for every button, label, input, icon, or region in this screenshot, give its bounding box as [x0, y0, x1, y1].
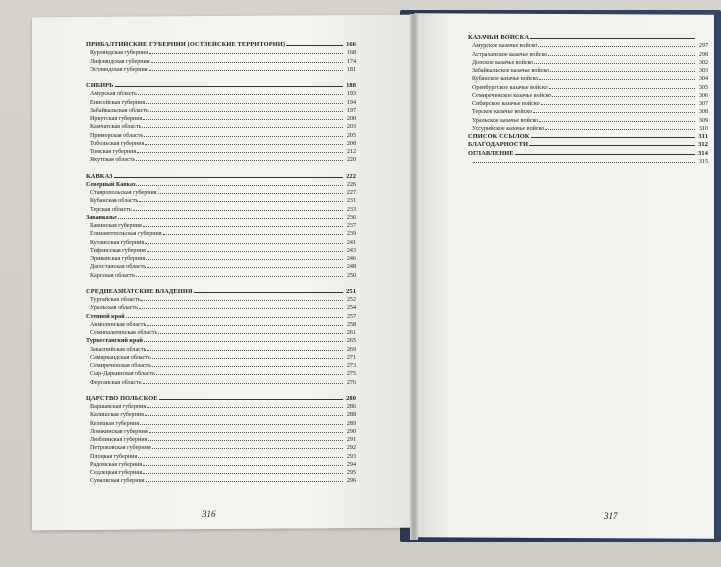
toc-page-number: 220 — [346, 157, 356, 164]
dot-leader — [194, 291, 343, 293]
toc-entry-label: Семиреченское казачье войско — [472, 92, 552, 99]
dot-leader — [141, 299, 343, 301]
toc-entry-row — [86, 263, 356, 271]
toc-entry-row — [86, 156, 356, 164]
dot-leader — [144, 135, 343, 137]
toc-page-number: 269 — [346, 346, 356, 353]
toc-entry-label: Семиреченская область — [90, 363, 152, 369]
dot-leader — [133, 209, 343, 211]
dot-leader — [145, 242, 343, 244]
toc-entry-label: Енисейская губерния — [90, 99, 146, 106]
toc-entry-row — [86, 444, 356, 452]
dot-leader — [529, 144, 695, 146]
toc-entry-label: Туркестанский край — [86, 338, 143, 345]
dot-leader — [151, 61, 343, 63]
dot-leader — [539, 120, 695, 122]
toc-entry-row — [86, 230, 356, 238]
toc-entry-row — [468, 100, 708, 108]
toc-entry-row — [86, 411, 356, 419]
toc-page-number: 292 — [346, 445, 356, 452]
dot-leader — [145, 143, 343, 145]
toc-entry-label: Северный Кавказ — [86, 181, 136, 188]
dot-leader — [144, 340, 343, 342]
group-spacer — [86, 280, 356, 288]
toc-page-number: 243 — [346, 247, 356, 254]
toc-entry-row — [468, 59, 708, 67]
toc-page-number: 295 — [346, 470, 356, 476]
toc-page-number: 296 — [346, 478, 356, 485]
dot-leader — [541, 103, 696, 105]
toc-entry-label: Камчатская область — [90, 124, 142, 131]
dot-leader — [149, 69, 343, 71]
toc-entry-row — [86, 436, 356, 444]
toc-entry-label: Якутская область — [90, 157, 136, 164]
toc-page-number: 194 — [346, 99, 356, 106]
toc-entry-label: Петроковская губерния — [90, 445, 151, 452]
group-spacer — [86, 165, 356, 173]
dot-leader — [150, 110, 343, 112]
dot-leader — [149, 431, 343, 433]
dot-leader — [118, 217, 343, 219]
book-gutter — [410, 14, 418, 540]
toc-entry-label: Ферганская область — [90, 379, 142, 386]
toc-page-number: 312 — [698, 141, 708, 149]
toc-section-row — [86, 288, 356, 296]
toc-page-number: 193 — [346, 91, 356, 98]
dot-leader — [147, 349, 343, 351]
toc-page-number: 237 — [346, 223, 356, 229]
toc-entry-label: Амурская область — [90, 91, 137, 98]
toc-entry-row — [468, 51, 708, 59]
toc-page-number: 197 — [346, 107, 356, 114]
toc-entry-row — [86, 222, 356, 230]
toc-page-number: 166 — [346, 41, 356, 48]
toc-entry-label: Кутаисская губерния — [90, 239, 145, 246]
toc-page-number: 280 — [346, 394, 356, 402]
toc-entry-row — [86, 370, 356, 378]
dot-leader — [142, 126, 343, 128]
toc-entry-label: КАВКАЗ — [86, 172, 113, 180]
dot-leader — [147, 266, 343, 268]
toc-page-number: 200 — [346, 116, 356, 122]
toc-entry-label: Дагестанская область — [90, 264, 147, 271]
toc-page-number: 233 — [346, 206, 356, 213]
dot-leader — [545, 128, 695, 130]
toc-entry-row — [86, 115, 356, 123]
toc-page-number: 265 — [346, 338, 356, 345]
dot-leader — [146, 480, 343, 482]
toc-entry-label: Тобольская губерния — [90, 140, 145, 147]
toc-page-number: 289 — [346, 420, 356, 427]
toc-entry-label: СИБИРЬ — [86, 82, 114, 89]
toc-entry-label: Уральское казачье войско — [472, 117, 539, 124]
toc-entry-row — [86, 346, 356, 354]
dot-leader — [147, 250, 343, 252]
toc-entry-row — [86, 477, 356, 485]
toc-entry-label: ОГЛАВЛЕНИЕ — [468, 149, 514, 157]
toc-entry-label: Уральская область — [90, 305, 138, 312]
toc-page-number: 286 — [346, 404, 356, 410]
toc-entry-label: СРЕДНЕАЗИАТСКИЕ ВЛАДЕНИЯ — [86, 287, 193, 295]
toc-entry-row — [468, 125, 708, 133]
toc-entry-label: Седлецкая губерния — [90, 470, 143, 476]
toc-page-number: 315 — [698, 158, 708, 165]
toc-page-number: 208 — [346, 140, 356, 147]
toc-entry-label: Радомская губерния — [90, 461, 143, 468]
toc-entry-label: Варшавская губерния — [90, 404, 147, 410]
toc-entry-row — [86, 123, 356, 131]
dot-leader — [533, 111, 695, 113]
toc-page-number: 294 — [346, 461, 356, 468]
toc-entry-row — [86, 296, 356, 304]
toc-entry-row — [86, 453, 356, 461]
toc-page-number: 205 — [346, 132, 356, 139]
dot-leader — [143, 118, 343, 120]
toc-page-number: 314 — [698, 149, 708, 157]
dot-leader — [136, 184, 343, 186]
dot-leader — [152, 365, 343, 367]
dot-leader — [158, 332, 343, 334]
dot-leader — [136, 159, 343, 161]
toc-page-number: 231 — [346, 198, 356, 205]
dot-leader — [549, 87, 695, 89]
toc-subsection-row — [86, 337, 356, 345]
toc-entry-label: Донское казачье войско — [472, 59, 534, 66]
toc-page-number: 251 — [346, 287, 356, 295]
toc-entry-label: ЦАРСТВО ПОЛЬСКОЕ — [86, 394, 158, 402]
toc-page-number: 310 — [698, 125, 708, 132]
dot-leader — [531, 136, 695, 138]
toc-entry-label: Степной край — [86, 313, 125, 320]
toc-page-number: 246 — [346, 256, 356, 262]
dot-leader — [139, 200, 343, 202]
toc-entry-row — [86, 189, 356, 197]
dot-leader — [152, 357, 343, 359]
dot-leader — [126, 316, 343, 318]
dot-leader — [143, 225, 343, 227]
toc-subsection-row — [86, 214, 356, 222]
toc-entry-row — [86, 469, 356, 477]
toc-entry-label: Терское казачье войско — [472, 109, 533, 116]
toc-entry-row — [86, 140, 356, 148]
toc-entry-label: Сибирское казачье войско — [472, 101, 540, 107]
dot-leader — [137, 151, 343, 153]
dot-leader — [139, 307, 343, 309]
toc-entry-label: Сувалкская губерния — [90, 478, 145, 485]
left-page-number: 316 — [202, 509, 216, 519]
toc-entry-row — [468, 67, 708, 75]
dot-leader — [515, 153, 695, 155]
toc-page-number: 303 — [698, 68, 708, 74]
dot-leader — [473, 161, 695, 163]
toc-entry-label: Сыр-Дарьинская область — [90, 371, 155, 378]
toc-entry-row — [86, 49, 356, 57]
toc-entry-label: Лифляндская губерния — [90, 58, 150, 65]
toc-entry-label: Акмолинская область — [90, 321, 147, 328]
dot-leader — [159, 398, 343, 400]
toc-entry-row — [86, 428, 356, 436]
dot-leader — [534, 62, 695, 64]
dot-leader — [552, 95, 695, 97]
toc-page-number: 290 — [346, 428, 356, 435]
right-page-number: 317 — [604, 511, 618, 521]
dot-leader — [152, 447, 343, 449]
dot-leader — [539, 78, 695, 80]
toc-entry-label: Приморская область — [90, 132, 144, 139]
toc-page-number: 309 — [698, 117, 708, 124]
toc-page-number: 181 — [346, 66, 356, 73]
dot-leader — [548, 54, 695, 56]
toc-page-number: 252 — [346, 297, 356, 303]
toc-page-number: 226 — [346, 181, 356, 188]
toc-page-number: 311 — [698, 133, 708, 140]
toc-page-number: 293 — [346, 453, 356, 460]
toc-entry-row — [86, 354, 356, 362]
toc-entry-row — [86, 66, 356, 74]
dot-leader — [550, 70, 695, 72]
toc-entry-label: Амурское казачье войско — [472, 43, 538, 50]
toc-entry-row — [468, 117, 708, 125]
toc-entry-row — [468, 75, 708, 83]
toc-entry-row — [468, 158, 708, 166]
toc-page-number: 257 — [346, 313, 356, 320]
toc-entry-label: Забайкальское казачье войско — [472, 68, 550, 74]
toc-page-number: 254 — [346, 305, 356, 312]
toc-entry-label: Тифлисская губерния — [90, 247, 146, 254]
toc-entry-row — [86, 321, 356, 329]
toc-entry-label: Курляндская губерния — [90, 50, 148, 57]
toc-entry-label: Келецкая губерния — [90, 420, 140, 427]
toc-entry-label: Уссурийское казачье войско — [472, 125, 545, 132]
toc-entry-row — [468, 84, 708, 92]
toc-entry-label: ПРИБАЛТИЙСКИЕ ГУБЕРНИИ (ОСТЗЕЙСКИЕ ТЕРРИТОРИИ) — [86, 41, 286, 48]
toc-entry-row — [86, 272, 356, 280]
toc-page-number: 291 — [346, 437, 356, 443]
toc-entry-label: КАЗАЧЬИ ВОЙСКА — [468, 34, 530, 41]
toc-entry-row — [86, 304, 356, 312]
toc-entry-label: Томская губерния — [90, 149, 137, 155]
toc-entry-label: Астраханское казачье войско — [472, 51, 548, 58]
toc-page-number: 308 — [698, 109, 708, 116]
toc-page-number: 261 — [346, 330, 356, 336]
group-spacer — [86, 74, 356, 82]
toc-page-number: 203 — [346, 124, 356, 131]
toc-entry-label: Елизаветпольская губерния — [90, 231, 162, 238]
dot-leader — [148, 439, 343, 441]
toc-page-number: 174 — [346, 58, 356, 65]
toc-entry-label: Люблинская губерния — [90, 437, 148, 443]
toc-section-row — [468, 141, 708, 149]
toc-section-row — [468, 150, 708, 158]
dot-leader — [147, 324, 343, 326]
toc-page-number: 297 — [698, 43, 708, 50]
toc-page-number: 302 — [698, 59, 708, 66]
right-table-of-contents — [468, 34, 708, 166]
dot-leader — [538, 45, 695, 47]
left-table-of-contents — [86, 41, 356, 486]
toc-entry-row — [86, 148, 356, 156]
toc-entry-label: Терская область — [90, 206, 132, 213]
group-spacer — [86, 387, 356, 395]
toc-page-number: 306 — [698, 92, 708, 99]
dot-leader — [143, 472, 343, 474]
toc-page-number: 248 — [346, 264, 356, 271]
dot-leader — [158, 192, 343, 194]
toc-entry-label: БЛАГОДАРНОСТИ — [468, 141, 529, 149]
toc-page-number: 271 — [346, 354, 356, 361]
toc-entry-label: Плоцкая губерния — [90, 453, 138, 460]
toc-page-number: 212 — [346, 149, 356, 155]
dot-leader — [114, 176, 343, 178]
toc-entry-label: Бакинская губерния — [90, 223, 142, 229]
toc-entry-row — [86, 329, 356, 337]
toc-page-number: 241 — [346, 239, 356, 246]
toc-page-number: 236 — [346, 214, 356, 221]
toc-page-number: 239 — [346, 231, 356, 238]
dot-leader — [530, 37, 695, 39]
toc-page-number: 258 — [346, 321, 356, 328]
toc-entry-row — [86, 379, 356, 387]
toc-page-number: 305 — [698, 84, 708, 91]
toc-entry-row — [468, 42, 708, 50]
dot-leader — [145, 414, 343, 416]
toc-entry-row — [86, 420, 356, 428]
toc-entry-row — [86, 99, 356, 107]
dot-leader — [143, 382, 343, 384]
toc-entry-row — [86, 403, 356, 411]
toc-section-row — [468, 133, 708, 141]
toc-page-number: 222 — [346, 172, 356, 180]
toc-page-number: 298 — [698, 51, 708, 58]
toc-entry-label: Калишская губерния — [90, 412, 144, 419]
toc-entry-label: Закаспийская область — [90, 346, 147, 353]
toc-entry-row — [86, 132, 356, 140]
toc-entry-row — [468, 92, 708, 100]
dot-leader — [140, 423, 343, 425]
toc-entry-row — [86, 107, 356, 115]
toc-entry-label: Тургайская область — [90, 297, 141, 303]
toc-entry-label: Семипалатинская область — [90, 330, 158, 336]
toc-page-number: 168 — [346, 50, 356, 57]
toc-entry-label: Оренбургское казачье войско — [472, 84, 548, 91]
toc-entry-label: Ломжинская губерния — [90, 428, 148, 435]
toc-entry-label: Самаркандская область — [90, 354, 151, 361]
toc-entry-row — [86, 239, 356, 247]
toc-section-row — [86, 41, 356, 49]
toc-section-row — [86, 173, 356, 181]
toc-page-number: 273 — [346, 363, 356, 369]
toc-entry-label: Забайкальская область — [90, 107, 149, 114]
toc-page-number: 276 — [346, 379, 356, 386]
dot-leader — [146, 102, 343, 104]
toc-page-number: 250 — [346, 272, 356, 279]
toc-entry-row — [86, 197, 356, 205]
dot-leader — [156, 373, 343, 375]
toc-entry-label: Эстляндская губерния — [90, 66, 148, 73]
toc-entry-row — [86, 247, 356, 255]
toc-page-number: 288 — [346, 412, 356, 419]
toc-entry-label: Закавказье — [86, 214, 117, 221]
toc-page-number: 275 — [346, 371, 356, 378]
toc-section-row — [86, 82, 356, 90]
toc-entry-row — [86, 90, 356, 98]
toc-entry-row — [86, 362, 356, 370]
toc-entry-label: Кубанская область — [90, 198, 139, 205]
toc-entry-row — [86, 255, 356, 263]
toc-entry-label: Карсская область — [90, 272, 135, 279]
toc-subsection-row — [86, 181, 356, 189]
toc-entry-row — [86, 206, 356, 214]
dot-leader — [147, 406, 343, 408]
dot-leader — [149, 52, 343, 54]
toc-entry-label: Ставропольская губерния — [90, 190, 157, 196]
dot-leader — [138, 456, 343, 458]
toc-subsection-row — [86, 313, 356, 321]
toc-entry-label: Эриванская губерния — [90, 256, 146, 262]
toc-entry-row — [86, 461, 356, 469]
toc-section-row — [468, 34, 708, 42]
toc-entry-row — [468, 108, 708, 116]
dot-leader — [143, 464, 343, 466]
toc-entry-row — [86, 58, 356, 66]
dot-leader — [163, 233, 343, 235]
dot-leader — [146, 258, 343, 260]
toc-page-number: 188 — [346, 82, 356, 89]
toc-page-number: 227 — [346, 190, 356, 196]
dot-leader — [136, 275, 343, 277]
dot-leader — [286, 44, 343, 46]
toc-entry-label: Иркутская губерния — [90, 116, 143, 122]
dot-leader — [138, 93, 343, 95]
toc-page-number: 307 — [698, 101, 708, 107]
toc-entry-label: Кубанское казачье войско — [472, 76, 539, 83]
toc-entry-label: СПИСОК ССЫЛОК — [468, 133, 530, 140]
toc-page-number: 304 — [698, 76, 708, 83]
dot-leader — [115, 85, 343, 87]
toc-section-row — [86, 395, 356, 403]
